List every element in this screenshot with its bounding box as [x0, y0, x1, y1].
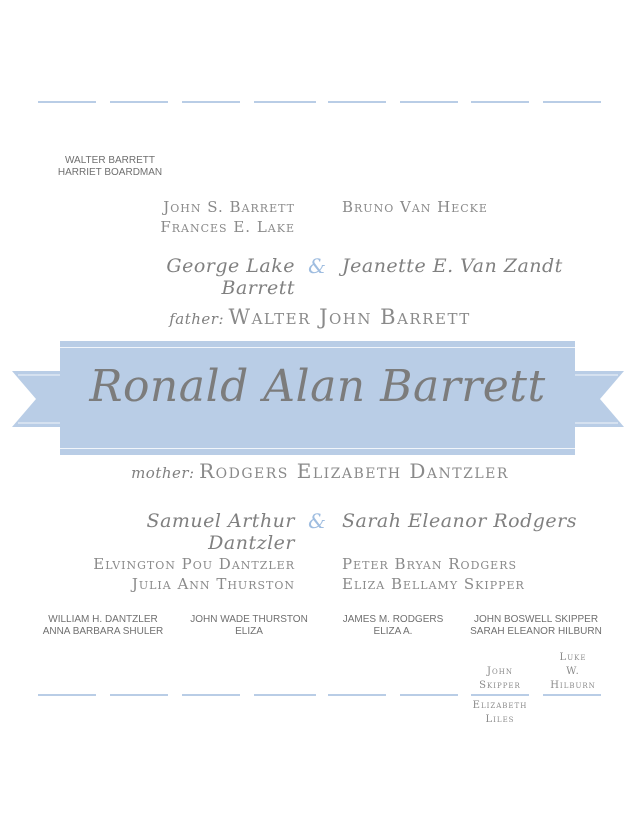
mother-line: [80, 461, 560, 483]
rule-line: [38, 694, 96, 696]
rule-line: [328, 694, 386, 696]
ancestor-name: JAMES M. RODGERS: [342, 614, 444, 625]
ancestor-thurston: [186, 614, 312, 638]
ribbon-right-tail: [572, 371, 624, 427]
ancestor-name: Skipper: [479, 680, 521, 691]
paternal-grandmother: Jeanette E. Van Zandt: [342, 255, 563, 277]
ancestor-name: WILLIAM H. DANTZLER: [48, 614, 158, 625]
name-ribbon: [60, 341, 575, 455]
ancestor-name: Elvington Pou Dantzler: [93, 555, 295, 573]
ancestor-name: ELIZA: [235, 626, 263, 637]
mother-label: mother:: [131, 464, 195, 482]
ancestor-name: WALTER BARRETT: [64, 155, 155, 166]
ancestor-name: John: [487, 666, 513, 677]
ancestor-elizabeth-liles: [471, 699, 529, 727]
ancestor-name: JOHN BOSWELL SKIPPER: [473, 614, 599, 625]
paternal-greatgrandparents-left: [150, 197, 295, 237]
ancestor-name: ELIZA A.: [373, 626, 413, 637]
ancestor-name: Hilburn: [550, 680, 596, 691]
ancestor-name: Bruno Van Hecke: [342, 198, 488, 216]
ancestor-rodgers: [330, 614, 456, 638]
ancestor-name: HARRIET BOARDMAN: [57, 167, 163, 178]
maternal-greatgrandparents-left: [80, 554, 295, 594]
rule-line: [182, 694, 240, 696]
mother-name: Rodgers Elizabeth Dantzler: [199, 459, 509, 483]
maternal-greatgrandparents-right: [342, 554, 562, 594]
ancestor-name: Luke: [559, 652, 587, 663]
ancestor-john-skipper: [471, 665, 529, 693]
ancestor-name: ANNA BARBARA SHULER: [42, 626, 164, 637]
rule-line: [543, 101, 601, 103]
maternal-grandmother: Sarah Eleanor Rodgers: [342, 510, 577, 532]
father-label: father:: [169, 310, 225, 328]
ancestor-name: Peter Bryan Rodgers: [342, 555, 518, 573]
ancestor-name: W.: [566, 666, 580, 677]
ampersand: &: [308, 509, 326, 533]
ancestor-name: Eliza Bellamy Skipper: [342, 575, 525, 593]
ancestor-name: JOHN WADE THURSTON: [190, 614, 308, 625]
rule-line: [471, 694, 529, 696]
ancestor-name: Julia Ann Thurston: [131, 575, 295, 593]
ampersand: &: [308, 254, 326, 278]
ancestor-walter-harriet: [50, 155, 170, 179]
rule-line: [543, 694, 601, 696]
ancestor-name: Frances E. Lake: [160, 218, 295, 236]
paternal-grandfather: George Lake Barrett: [166, 255, 295, 299]
rule-line: [328, 101, 386, 103]
rule-line: [110, 694, 168, 696]
ancestor-name: SARAH ELEANOR HILBURN: [470, 626, 602, 637]
rule-line: [110, 101, 168, 103]
rule-line: [182, 101, 240, 103]
ancestor-luke-hilburn: [545, 651, 601, 693]
ancestor-name: Liles: [485, 714, 515, 725]
subject-name: Ronald Alan Barrett: [89, 361, 546, 412]
rule-line: [254, 694, 316, 696]
ancestor-name: Elizabeth: [472, 700, 528, 711]
rule-line: [254, 101, 316, 103]
ribbon-left-tail: [12, 371, 64, 427]
rule-line: [38, 101, 96, 103]
ancestor-name: John S. Barrett: [163, 198, 295, 216]
ancestor-skipper-hilburn: [470, 614, 602, 638]
father-name: Walter John Barrett: [228, 305, 471, 329]
rule-line: [400, 694, 458, 696]
father-line: [100, 307, 540, 329]
ancestor-dantzler-shuler: [40, 614, 166, 638]
rule-line: [471, 101, 529, 103]
maternal-grandfather: Samuel Arthur Dantzler: [146, 510, 295, 554]
paternal-greatgrandparents-right: [342, 197, 542, 217]
rule-line: [400, 101, 458, 103]
